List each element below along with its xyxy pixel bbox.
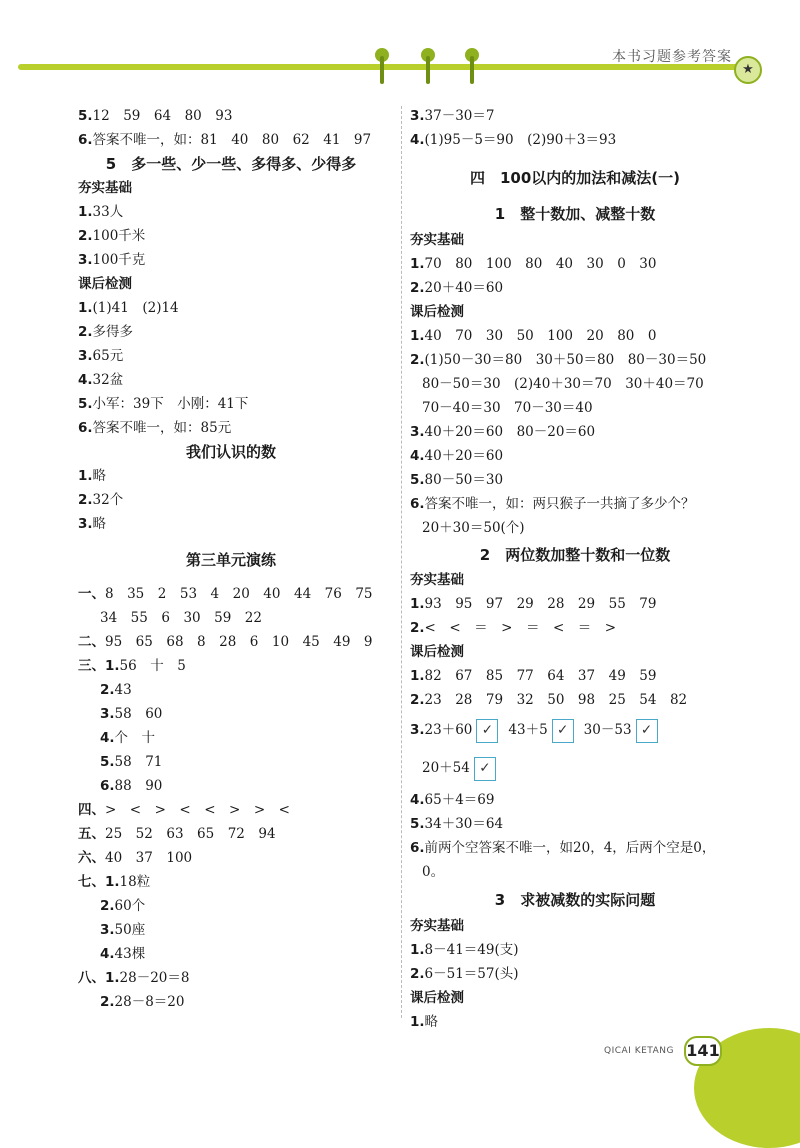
page-number: 141: [684, 1036, 722, 1066]
section-heading: 我们认识的数: [185, 443, 276, 461]
answer-line-cont: 0。: [422, 864, 445, 880]
answer-line: 2.(1)50－30＝80 30＋50＝80 80－30＝50: [410, 352, 707, 368]
answer-line: 2.43: [100, 682, 132, 698]
subsection-label: 课后检测: [410, 304, 464, 320]
answer-line: 6.答案不唯一，如：81 40 80 62 41 97: [78, 132, 372, 148]
answer-line: 3.58 60: [100, 706, 163, 722]
answer-line: 4.40＋20＝60: [410, 448, 504, 464]
answer-line: 5.80－50＝30: [410, 472, 504, 488]
answer-line: 五、25 52 63 65 72 94: [78, 826, 276, 842]
answer-line: 1.略: [78, 468, 107, 484]
answer-line: 6.88 90: [100, 778, 163, 794]
answer-line: 二、95 65 68 8 28 6 10 45 49 9: [78, 634, 373, 650]
answer-line-cont: 80－50＝30 (2)40＋30＝70 30＋40＝70: [422, 376, 704, 392]
subsection-label: 夯实基础: [78, 180, 132, 196]
checkmark-box-icon: ✓: [636, 719, 658, 743]
answer-line: 2.20＋40＝60: [410, 280, 504, 296]
subsection-label: 夯实基础: [410, 918, 464, 934]
unit-heading: 第三单元演练: [185, 551, 276, 569]
binder-clip-icon: [378, 48, 386, 84]
answer-line: 1.33人: [78, 204, 124, 220]
checkmark-box-icon: ✓: [476, 719, 498, 743]
answer-line: 3.40＋20＝60 80－20＝60: [410, 424, 596, 440]
subsection-label: 夯实基础: [410, 572, 464, 588]
answer-line: 6.前两个空答案不唯一，如20，4，后两个空是0，: [410, 840, 716, 856]
answer-line: 2.6－51＝57(头): [410, 966, 519, 982]
answer-line: 3.100千克: [78, 252, 146, 268]
answer-line: 2.100千米: [78, 228, 146, 244]
answer-line: 6.答案不唯一，如：85元: [78, 420, 232, 436]
answer-line: 1.40 70 30 50 100 20 80 0: [410, 328, 657, 344]
answer-line: 4.43棵: [100, 946, 146, 962]
section-heading: 1 整十数加、减整十数: [494, 205, 656, 223]
answer-line: 4.65＋4＝69: [410, 792, 495, 808]
answer-line: 5.58 71: [100, 754, 163, 770]
answer-line-cont: 34 55 6 30 59 22: [100, 610, 262, 626]
header-title: 本书习题参考答案: [612, 49, 732, 65]
answer-line: 4.32盆: [78, 372, 124, 388]
answer-line: 3.23＋60 ✓ 43＋5 ✓ 30－53 ✓: [410, 712, 740, 748]
right-column: [410, 104, 740, 1034]
footer-brand: QICAI KETANG: [604, 1046, 674, 1056]
left-column: [78, 104, 384, 1014]
answer-line-cont: 20＋30＝50(个): [422, 520, 525, 536]
answer-line: 七、1.18粒: [78, 874, 151, 890]
answer-line: 5.小军：39下 小刚：41下: [78, 396, 249, 412]
answer-line: 3.50座: [100, 922, 146, 938]
subsection-label: 课后检测: [78, 276, 132, 292]
chapter-heading: 四 100以内的加法和减法(一): [469, 169, 681, 187]
answer-line: 八、1.28－20＝8: [78, 970, 190, 986]
answer-line: 2.多得多: [78, 324, 134, 340]
answer-line: 1.(1)41 (2)14: [78, 300, 179, 316]
answer-line: 1.70 80 100 80 40 30 0 30: [410, 256, 657, 272]
answer-line: 4.(1)95－5＝90 (2)90＋3＝93: [410, 132, 617, 148]
answer-line: 1.8－41＝49(支): [410, 942, 519, 958]
answer-line: 2.< < ＝ > ＝ < ＝ >: [410, 620, 617, 636]
answer-line: 3.略: [78, 516, 107, 532]
answer-line: 1.82 67 85 77 64 37 49 59: [410, 668, 657, 684]
answer-line: 5.34＋30＝64: [410, 816, 504, 832]
binder-clip-icon: [424, 48, 432, 84]
answer-line: 20＋54 ✓: [410, 748, 740, 788]
subsection-label: 课后检测: [410, 990, 464, 1006]
answer-line: 6.答案不唯一，如：两只猴子一共摘了多少个？: [410, 496, 695, 512]
subsection-label: 课后检测: [410, 644, 464, 660]
checkmark-box-icon: ✓: [474, 757, 496, 781]
answer-line: 2.60个: [100, 898, 146, 914]
answer-line: 2.28－8＝20: [100, 994, 185, 1010]
answer-line: 3.65元: [78, 348, 124, 364]
answer-line: 一、8 35 2 53 4 20 40 44 76 75: [78, 586, 373, 602]
subsection-label: 夯实基础: [410, 232, 464, 248]
binder-clip-icon: [468, 48, 476, 84]
section-heading: 2 两位数加整十数和一位数: [479, 546, 671, 564]
answer-line: 三、1.56 十 5: [78, 658, 186, 674]
column-divider: [401, 106, 402, 1018]
answer-line: 1.93 95 97 29 28 29 55 79: [410, 596, 657, 612]
answer-line: 3.37－30＝7: [410, 108, 495, 124]
answer-line: 六、40 37 100: [78, 850, 193, 866]
section-heading: 3 求被减数的实际问题: [494, 891, 656, 909]
answer-line-cont: 70－40＝30 70－30＝40: [422, 400, 593, 416]
section-heading: 5 多一些、少一些、多得多、少得多: [105, 155, 357, 173]
mascot-logo-icon: ★: [734, 56, 762, 84]
answer-line: 2.23 28 79 32 50 98 25 54 82: [410, 692, 688, 708]
answer-line: 1.略: [410, 1014, 439, 1030]
answer-line: 4.个 十: [100, 730, 156, 746]
checkmark-box-icon: ✓: [552, 719, 574, 743]
answer-line: 2.32个: [78, 492, 124, 508]
answer-line: 5.12 59 64 80 93: [78, 108, 233, 124]
answer-line: 四、> < > < < > > <: [78, 802, 290, 818]
